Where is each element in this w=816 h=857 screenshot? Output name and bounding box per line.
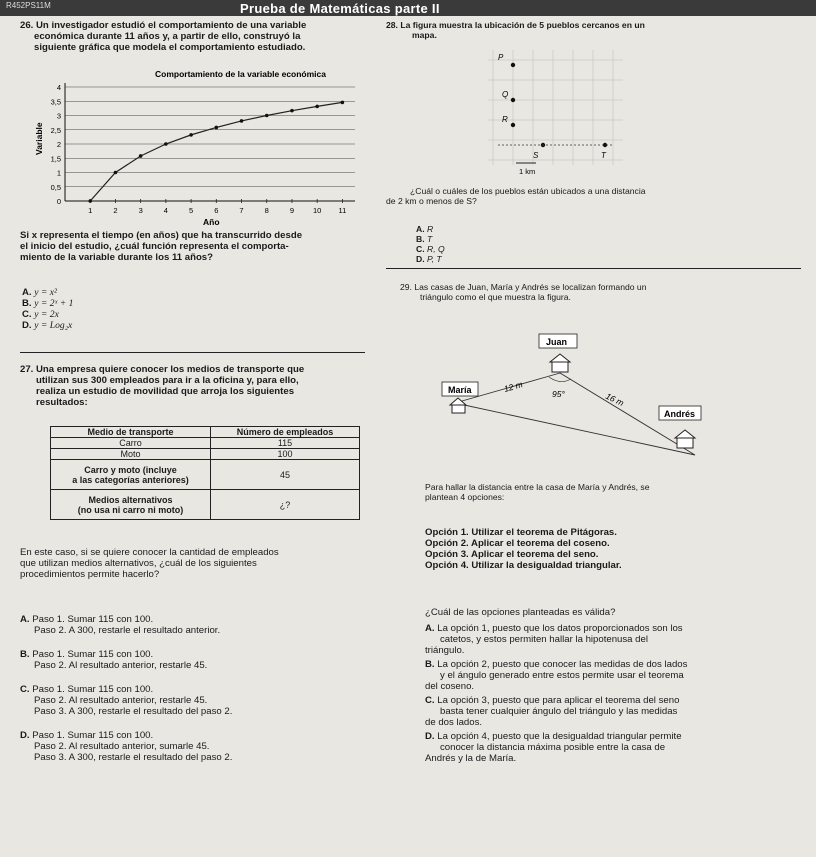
- y-tick-label: 0: [56, 197, 61, 206]
- page-title: Prueba de Matemáticas parte II: [240, 1, 440, 16]
- q28-stem: 28. La figura muestra la ubicación de 5 pueblos cercanos en un mapa.: [386, 20, 645, 40]
- q29-methods: Opción 1. Utilizar el teorema de Pitágoras. Opción 2. Aplicar el teorema del coseno. Opción 3. Aplicar el teorema del seno. Opción 4. Utilizar la desigualdad triangular.: [425, 527, 622, 571]
- q26-question: Si x representa el tiempo (en años) que ha transcurrido desde el inicio del estudio, ¿cuál función representa el comporta- miento de la variable durante los 11 años?: [20, 230, 303, 263]
- y-tick-label: 4: [56, 83, 61, 92]
- q27-stem: 27. Una empresa quiere conocer los medios de transporte que utilizan sus 300 empleados para ir a la oficina y, para ello, realiza un estudio de movilidad que arroja los siguientes resultados:: [20, 364, 305, 408]
- table-row: Carro y moto (incluye a las categorías anteriores) 45: [51, 460, 360, 490]
- chart-point: [139, 154, 143, 158]
- town-p-point: [511, 63, 515, 67]
- map-grid: [488, 50, 623, 165]
- q26-stem: 26. Un investigador estudió el comportamiento de una variable económica durante 11 años y, a partir de ello, construyó la siguiente gráfica que modela el comportamiento estudiado.: [20, 20, 307, 53]
- q28-option-a[interactable]: A. R: [416, 224, 434, 234]
- y-tick-label: 0,5: [50, 182, 61, 192]
- town-p-label: P: [498, 53, 504, 62]
- x-tick-label: 5: [189, 206, 194, 215]
- q26-option-a[interactable]: A. y = x²: [22, 287, 57, 298]
- q27-option-d[interactable]: D. Paso 1. Sumar 115 con 100. Paso 2. Al resultado anterior, sumarle 45. Paso 3. A 300, restarle el resultado del paso 2.: [20, 730, 233, 763]
- q27-option-b[interactable]: B. Paso 1. Sumar 115 con 100. Paso 2. Al resultado anterior, restarle 45.: [20, 649, 208, 671]
- x-tick-label: 6: [214, 206, 219, 215]
- chart-point: [164, 142, 168, 146]
- q27-options: [20, 614, 365, 763]
- x-tick-label: 11: [338, 206, 347, 215]
- y-tick-label: 1: [56, 168, 61, 178]
- town-t-label: T: [601, 151, 606, 160]
- map-points: [511, 63, 607, 147]
- x-tick-label: 2: [113, 206, 118, 215]
- juan-house-icon: [550, 354, 570, 372]
- chart-title: Comportamiento de la variable económica: [155, 69, 326, 79]
- table-row: Carro 115: [51, 438, 360, 449]
- y-tick-label: 2,5: [50, 125, 61, 135]
- section-divider: [20, 352, 365, 353]
- section-divider: [386, 268, 801, 269]
- q26-chart: [25, 65, 365, 230]
- chart-axes: [65, 83, 355, 201]
- q29-triangle-figure: [440, 325, 715, 465]
- town-r-label: R: [502, 115, 508, 124]
- town-q-label: Q: [502, 90, 509, 99]
- y-tick-label: 1,5: [50, 154, 61, 164]
- chart-point: [88, 199, 92, 203]
- q29-stem: 29. Las casas de Juan, María y Andrés se localizan formando un triángulo como el que muestra la figura.: [400, 282, 647, 302]
- q26-option-c[interactable]: C. y = 2x: [22, 309, 59, 320]
- chart-point: [315, 105, 319, 109]
- x-tick-label: 1: [88, 206, 93, 215]
- x-tick-label: 10: [313, 206, 322, 215]
- q28-options: [416, 224, 566, 264]
- table-row: Moto 100: [51, 449, 360, 460]
- side-juan-andres-label: 16 m: [604, 390, 626, 409]
- q28-question: ¿Cuál o cuáles de los pueblos están ubicados a una distancia de 2 km o menos de S?: [386, 186, 646, 206]
- q29-option-a[interactable]: A. La opción 1, puesto que los datos proporcionados son los catetos, y estos permiten hallar la hipotenusa del triángulo.: [425, 623, 683, 656]
- chart-series-line: [90, 102, 342, 201]
- q28-option-c[interactable]: C. R, Q: [416, 244, 445, 254]
- q28-option-d[interactable]: D. P, T: [416, 254, 442, 264]
- juan-label: Juan: [546, 337, 568, 347]
- y-tick-label: 3,5: [50, 97, 61, 107]
- town-r-point: [511, 123, 515, 127]
- document-code: R452PS11M: [6, 1, 51, 10]
- q29-option-c[interactable]: C. La opción 3, puesto que para aplicar el teorema del seno basta tener cualquier ángulo del triángulo y las medidas de dos lados.: [425, 695, 680, 728]
- q29-question: ¿Cuál de las opciones planteadas es válida?: [425, 607, 616, 618]
- q28-option-b[interactable]: B. T: [416, 234, 433, 244]
- maria-label: María: [448, 385, 472, 395]
- chart-point: [290, 109, 294, 113]
- map-scale-label: 1 km: [519, 167, 536, 176]
- chart-point: [215, 126, 219, 130]
- side-maria-juan-label: 12 m: [502, 379, 524, 394]
- x-tick-label: 8: [264, 206, 269, 215]
- x-tick-label: 4: [163, 206, 168, 215]
- q27-question: En este caso, si se quiere conocer la cantidad de empleados que utilizan medios alternativos, ¿cuál de los siguientes procedimientos permite hacerlo?: [20, 547, 279, 580]
- q26-option-b[interactable]: B. y = 2ˣ + 1: [22, 298, 74, 309]
- chart-xlabel: Año: [203, 217, 220, 227]
- q28-map: [488, 50, 628, 180]
- town-q-point: [511, 98, 515, 102]
- chart-points: [88, 101, 344, 203]
- town-s-label: S: [533, 151, 539, 160]
- angle-juan-label: 95°: [552, 389, 565, 399]
- q26-option-d[interactable]: D. y = Log₂x: [22, 320, 73, 331]
- q27-option-c[interactable]: C. Paso 1. Sumar 115 con 100. Paso 2. Al resultado anterior, restarle 45. Paso 3. A 300, restarle el resultado del paso 2.: [20, 684, 233, 717]
- x-tick-label: 9: [289, 206, 295, 215]
- chart-grid: [65, 87, 355, 187]
- q29-options: [425, 623, 810, 764]
- x-tick-label: 7: [239, 206, 244, 215]
- q29-option-b[interactable]: B. La opción 2, puesto que conocer las medidas de dos lados y el ángulo generado entre estos permite usar el teorema del coseno.: [425, 659, 688, 692]
- q29-intro: Para hallar la distancia entre la casa de María y Andrés, se plantean 4 opciones:: [425, 482, 650, 502]
- chart-point: [114, 171, 118, 175]
- chart-point: [189, 133, 193, 137]
- chart-point: [265, 114, 269, 118]
- q29-option-d[interactable]: D. La opción 4, puesto que la desigualdad triangular permite conocer la distancia máxima posible entre la casa de Andrés y la de María.: [425, 731, 682, 764]
- andres-label: Andrés: [664, 409, 696, 419]
- q27-option-a[interactable]: A. Paso 1. Sumar 115 con 100. Paso 2. A 300, restarle el resultado anterior.: [20, 614, 221, 636]
- x-tick-label: 3: [138, 206, 143, 215]
- chart-point: [240, 119, 244, 123]
- q26-options: [22, 287, 222, 331]
- y-tick-label: 2: [56, 140, 61, 149]
- q27-table: Medio de transporte Número de empleados Carro 115 Moto 100 Carro y moto (incluye a las categorías anteriores) 45 Medios alternativos (no usa ni carro ni moto) ¿?: [50, 426, 360, 520]
- andres-house-icon: [675, 430, 695, 448]
- table-row: Medios alternativos (no usa ni carro ni moto) ¿?: [51, 490, 360, 520]
- chart-point: [341, 101, 345, 105]
- y-tick-label: 3: [56, 111, 61, 121]
- chart-ylabel: Variable: [34, 122, 44, 155]
